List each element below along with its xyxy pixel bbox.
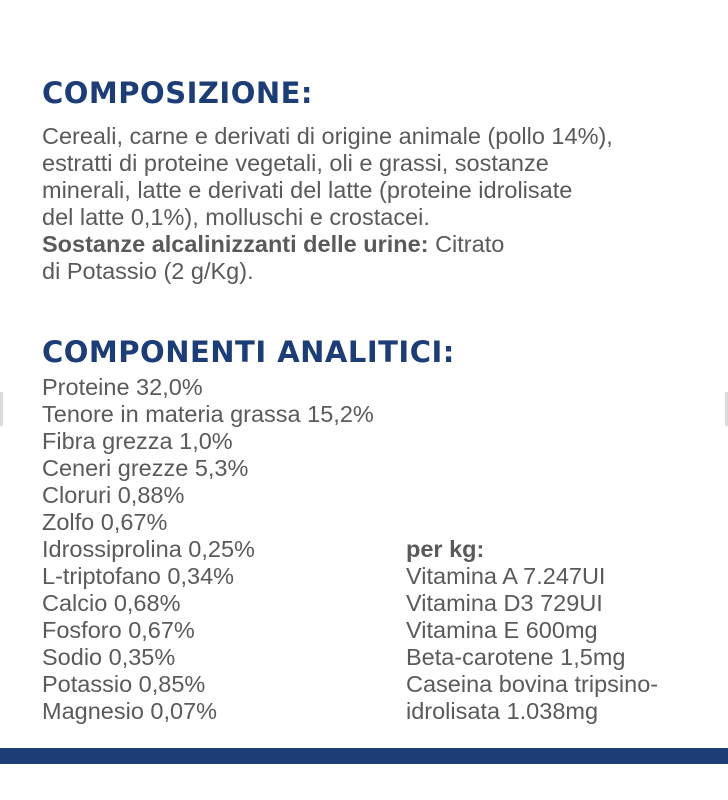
list-item: Proteine 32,0%	[42, 374, 203, 400]
list-item: Idrossiprolina 0,25%	[42, 536, 255, 562]
list-item: Magnesio 0,07%	[42, 698, 218, 724]
list-item: Tenore in materia grassa 15,2%	[42, 401, 374, 427]
list-item: Vitamina A 7.247UI	[406, 563, 606, 589]
list-item: Calcio 0,68%	[42, 590, 181, 616]
list-item: Beta-carotene 1,5mg	[406, 644, 626, 670]
composition-line: Cereali, carne e derivati di origine animale (pollo 14%),	[42, 123, 613, 149]
list-item: Vitamina E 600mg	[406, 617, 598, 643]
list-item: idrolisata 1.038mg	[406, 698, 599, 724]
list-item: Vitamina D3 729UI	[406, 590, 603, 616]
composition-heading: COMPOSIZIONE:	[42, 76, 314, 110]
composition-line: estratti di proteine vegetali, oli e grassi, sostanze	[42, 150, 549, 176]
left-edge-mark	[0, 392, 3, 426]
additive-line-2: di Potassio (2 g/Kg).	[42, 258, 254, 284]
list-item: Ceneri grezze 5,3%	[42, 455, 249, 481]
additive-text: Citrato	[428, 231, 505, 257]
list-item: Caseina bovina tripsino-	[406, 671, 659, 697]
list-item: Fibra grezza 1,0%	[42, 428, 233, 454]
composition-line: minerali, latte e derivati del latte (proteine idrolisate	[42, 177, 573, 203]
per-kg-title: per kg:	[406, 536, 485, 562]
additive-line	[42, 231, 712, 258]
per-kg-list	[406, 536, 658, 725]
additive-label: Sostanze alcalinizzanti delle urine:	[42, 231, 429, 257]
list-item: Fosforo 0,67%	[42, 617, 195, 643]
list-item: Zolfo 0,67%	[42, 509, 168, 535]
list-item: Potassio 0,85%	[42, 671, 206, 697]
list-item: Cloruri 0,88%	[42, 482, 185, 508]
list-item: L-triptofano 0,34%	[42, 563, 235, 589]
footer-bar	[0, 748, 728, 764]
analytics-heading: COMPONENTI ANALITICI:	[42, 335, 455, 369]
list-item: Sodio 0,35%	[42, 644, 176, 670]
composition-line: del latte 0,1%), molluschi e crostacei.	[42, 204, 430, 230]
analytics-list	[42, 374, 374, 725]
composition-text	[42, 123, 712, 285]
